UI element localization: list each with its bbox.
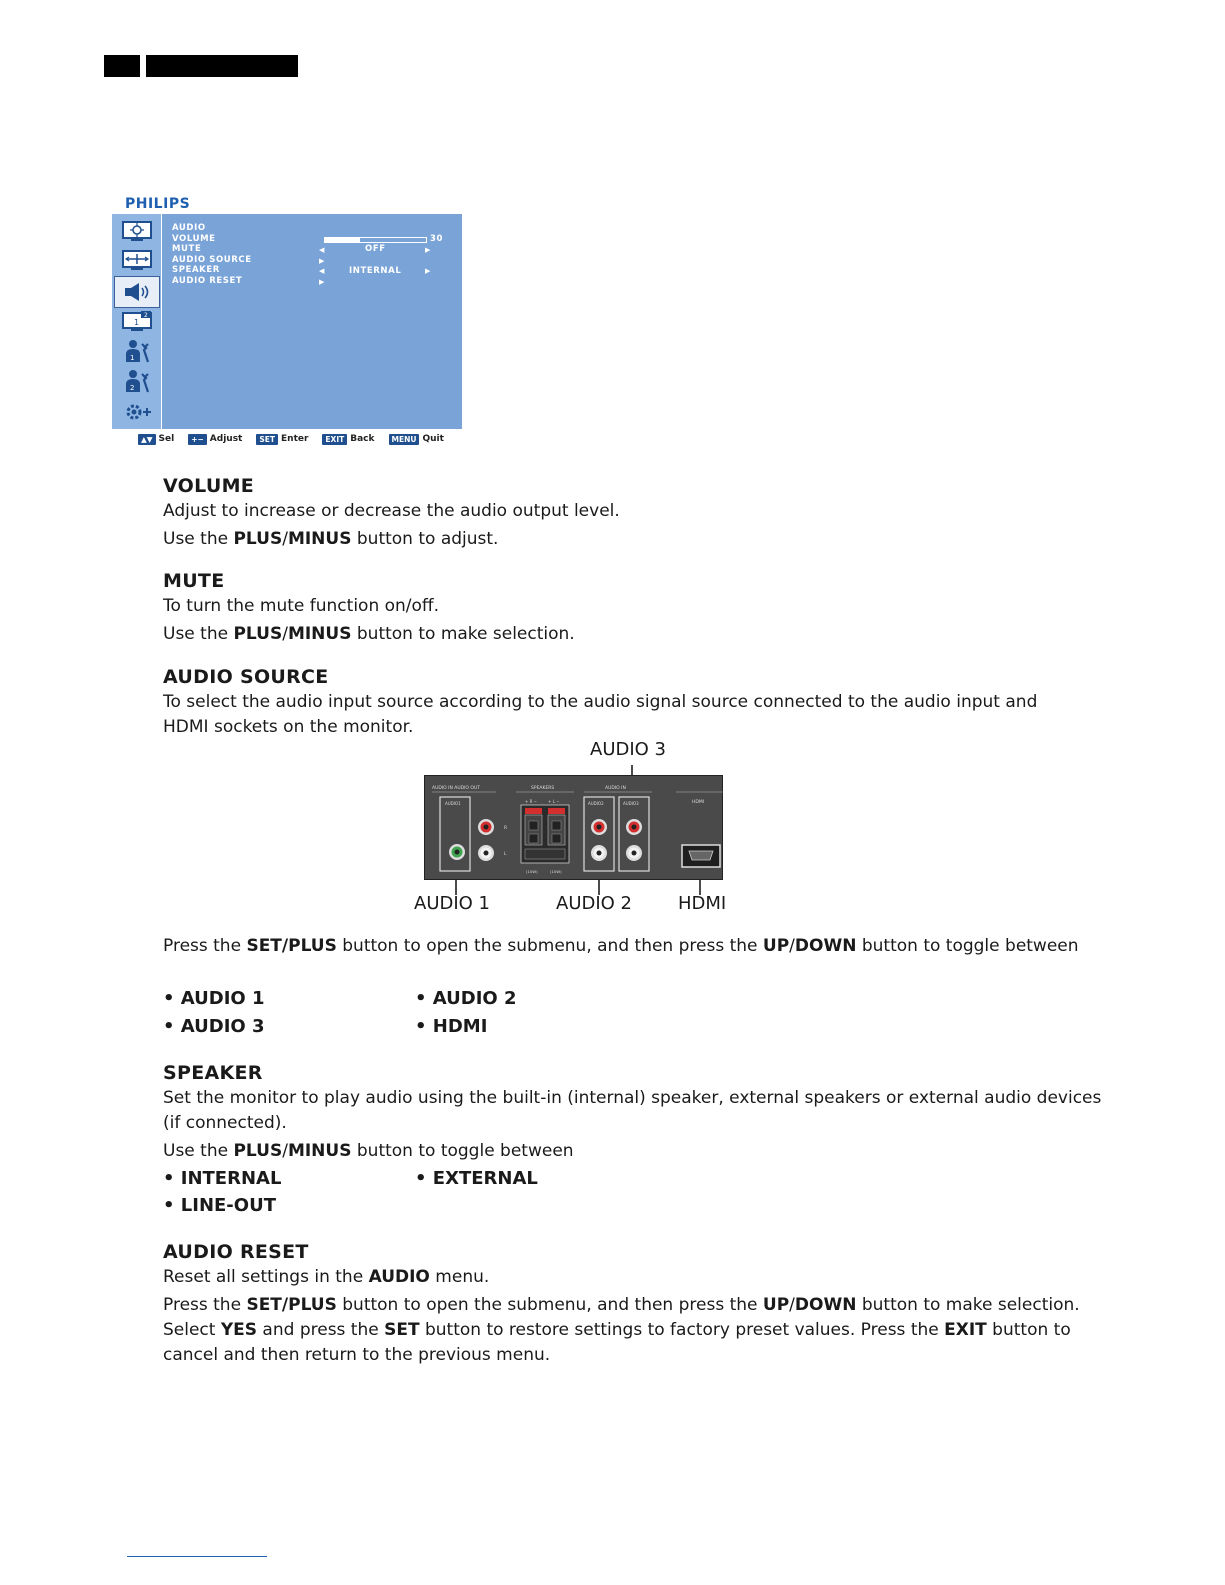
panel-label-hdmi: HDMI <box>692 800 705 805</box>
up-down-key-icon: ▲▼ <box>138 434 156 445</box>
audio-source-heading: AUDIO SOURCE <box>163 666 329 688</box>
osd-key-legend <box>138 432 458 446</box>
plus-minus-key-icon: +− <box>188 434 207 445</box>
callout-hdmi: HDMI <box>678 893 727 914</box>
audio-reset-heading: AUDIO RESET <box>163 1241 309 1263</box>
osd-item-speaker[interactable]: SPEAKER <box>172 265 220 275</box>
svg-text:AUDIO2: AUDIO2 <box>588 801 604 806</box>
speaker-section <box>163 1061 1113 1164</box>
svg-text:R: R <box>504 826 508 831</box>
volume-slider-fill <box>325 238 360 242</box>
speaker-value: INTERNAL <box>349 266 402 276</box>
callout-audio2: AUDIO 2 <box>556 893 632 914</box>
osd-item-audio-reset[interactable]: AUDIO RESET <box>172 275 243 286</box>
svg-text:(10W): (10W) <box>550 869 562 874</box>
panel-label-audio-in-out: AUDIO IN AUDIO OUT <box>432 786 480 791</box>
audio-source-instruction: Press the SET/PLUS button to open the submenu, and then press the UP/DOWN button to toggle between <box>163 936 1079 956</box>
mute-section <box>163 569 1113 647</box>
svg-text:(10W): (10W) <box>526 869 538 874</box>
audio-reset-arrow-icon[interactable]: ▶ <box>319 278 325 286</box>
mute-heading: MUTE <box>163 570 225 592</box>
advanced-icon[interactable] <box>118 399 156 425</box>
audio-reset-description: Reset all settings in the AUDIO menu. <box>163 1267 490 1287</box>
audio-source-section <box>163 665 1113 740</box>
svg-text:+ R −: + R − <box>525 799 538 804</box>
config1-icon[interactable] <box>118 338 156 364</box>
speaker-left-arrow-icon[interactable]: ◀ <box>319 267 325 275</box>
picture-icon[interactable] <box>118 219 156 245</box>
svg-text:2: 2 <box>130 384 135 392</box>
volume-instruction: Use the PLUS/MINUS button to adjust. <box>163 529 499 549</box>
menu-key-icon: MENU <box>389 434 420 445</box>
mute-right-arrow-icon[interactable]: ▶ <box>425 246 431 254</box>
osd-menu-title: AUDIO <box>172 223 206 233</box>
svg-text:AUDIO3: AUDIO3 <box>623 801 639 806</box>
svg-text:2: 2 <box>144 312 148 319</box>
volume-section <box>163 474 1113 552</box>
volume-heading: VOLUME <box>163 475 255 497</box>
osd-item-mute[interactable]: MUTE <box>172 244 202 254</box>
audio-reset-section <box>163 1240 1113 1368</box>
osd-menu <box>112 214 462 429</box>
screen-icon[interactable] <box>118 248 156 274</box>
option-audio1: • AUDIO 1 <box>163 988 265 1009</box>
audio-source-description: To select the audio input source according to the audio signal source connected to the audio input and HDMI sockets on the monitor. <box>163 692 1038 737</box>
footer-link-underline <box>127 1556 267 1557</box>
legend-enter-label: Enter <box>281 434 309 444</box>
volume-value: 30 <box>430 234 444 244</box>
legend-quit-label: Quit <box>422 434 444 444</box>
connector-panel <box>424 775 723 880</box>
svg-text:1: 1 <box>130 354 135 362</box>
mute-value: OFF <box>365 244 386 254</box>
legend-adjust-label: Adjust <box>209 434 243 444</box>
panel-label-speakers: SPEAKERS <box>531 786 555 791</box>
audio-icon[interactable] <box>114 276 160 308</box>
osd-item-volume[interactable]: VOLUME <box>172 233 216 244</box>
speaker-instruction: Use the PLUS/MINUS button to toggle between <box>163 1141 574 1161</box>
option-external: • EXTERNAL <box>415 1168 538 1189</box>
pip-icon[interactable] <box>118 309 156 335</box>
volume-description: Adjust to increase or decrease the audio output level. <box>163 501 620 521</box>
speaker-description: Set the monitor to play audio using the built-in (internal) speaker, external speakers or external audio devices (if connected). <box>163 1088 1102 1133</box>
osd-sidebar <box>112 214 162 429</box>
philips-logo: PHILIPS <box>125 196 191 212</box>
option-hdmi: • HDMI <box>415 1016 488 1037</box>
svg-text:AUDIO1: AUDIO1 <box>445 801 461 806</box>
svg-text:1: 1 <box>134 318 140 327</box>
header-block-left <box>104 55 140 77</box>
option-internal: • INTERNAL <box>163 1168 282 1189</box>
svg-text:L: L <box>504 852 507 857</box>
mute-instruction: Use the PLUS/MINUS button to make selection. <box>163 624 575 644</box>
osd-item-audio-source[interactable]: AUDIO SOURCE <box>172 254 252 265</box>
legend-back-label: Back <box>350 434 375 444</box>
audio-reset-instruction: Press the SET/PLUS button to open the submenu, and then press the UP/DOWN button to make selection. Select YES and press the SET button to restore settings to factory preset values. Press the EXIT button to cancel and then return to the previous menu. <box>163 1295 1080 1365</box>
svg-text:+ L −: + L − <box>548 799 560 804</box>
exit-key-icon: EXIT <box>322 434 347 445</box>
legend-sel-label: Sel <box>158 434 175 444</box>
set-key-icon: SET <box>256 434 278 445</box>
option-audio3: • AUDIO 3 <box>163 1016 265 1037</box>
volume-slider[interactable] <box>324 237 427 243</box>
header-block-right <box>146 55 298 77</box>
mute-left-arrow-icon[interactable]: ◀ <box>319 246 325 254</box>
mute-description: To turn the mute function on/off. <box>163 596 440 616</box>
panel-label-audio-in: AUDIO IN <box>605 786 626 791</box>
callout-audio1: AUDIO 1 <box>414 893 490 914</box>
option-audio2: • AUDIO 2 <box>415 988 517 1009</box>
speaker-heading: SPEAKER <box>163 1062 263 1084</box>
speaker-right-arrow-icon[interactable]: ▶ <box>425 267 431 275</box>
audio-source-arrow-icon[interactable]: ▶ <box>319 257 325 265</box>
config2-icon[interactable] <box>118 368 156 394</box>
callout-audio3: AUDIO 3 <box>590 739 666 760</box>
option-line-out: • LINE-OUT <box>163 1195 276 1216</box>
